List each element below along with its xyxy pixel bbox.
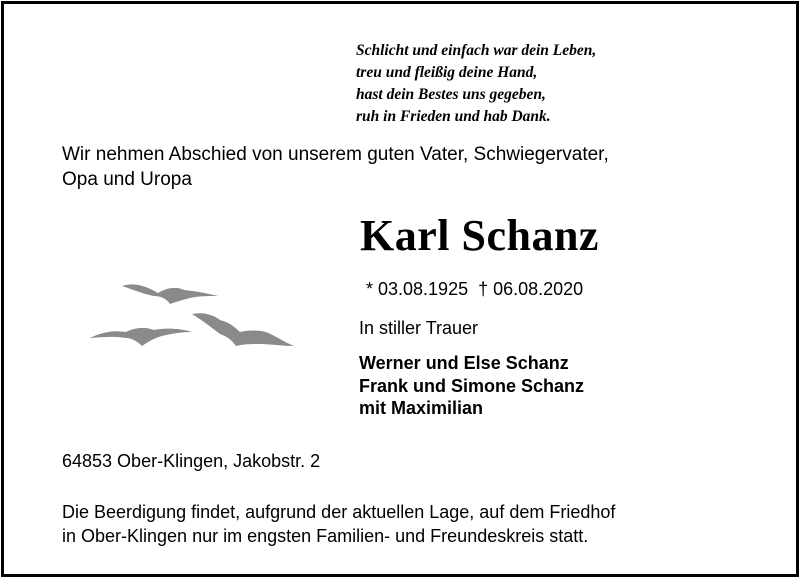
mourner-name: Werner und Else Schanz (359, 353, 569, 373)
intro-line: Wir nehmen Abschied von unserem guten Vater, Schwiegervater, (62, 144, 609, 165)
notice-line: Die Beerdigung findet, aufgrund der aktuellen Lage, auf dem Friedhof (62, 502, 616, 522)
funeral-notice (62, 500, 615, 548)
mourners-list (359, 352, 584, 420)
deceased-name: Karl Schanz (360, 211, 599, 260)
mourner-name: Frank und Simone Schanz (359, 375, 585, 396)
notice-line: in Ober-Klingen nur im engsten Familien- und Freundeskreis statt. (62, 526, 589, 546)
poem-line: treu und fleißig deine Hand, (356, 64, 538, 81)
poem-line: Schlicht und einfach war dein Leben, (356, 42, 597, 59)
birth-date: * 03.08.1925 (366, 279, 469, 299)
poem (356, 40, 596, 128)
mourner-name: mit Maximilian (359, 398, 484, 418)
intro-text (62, 142, 609, 192)
poem-line: hast dein Bestes uns gegeben, (356, 86, 546, 103)
poem-line: ruh in Frieden und hab Dank. (356, 108, 551, 125)
bird-shape (90, 328, 192, 346)
obituary-frame (1, 1, 799, 577)
bird-shape (122, 284, 218, 304)
life-dates (366, 278, 583, 300)
mourning-label: In stiller Trauer (359, 318, 479, 338)
death-date: † 06.08.2020 (478, 279, 584, 299)
intro-line: Opa und Uropa (62, 169, 192, 190)
address: 64853 Ober-Klingen, Jakobstr. 2 (62, 451, 321, 471)
bird-shape (192, 313, 294, 346)
birds-illustration (84, 266, 304, 356)
